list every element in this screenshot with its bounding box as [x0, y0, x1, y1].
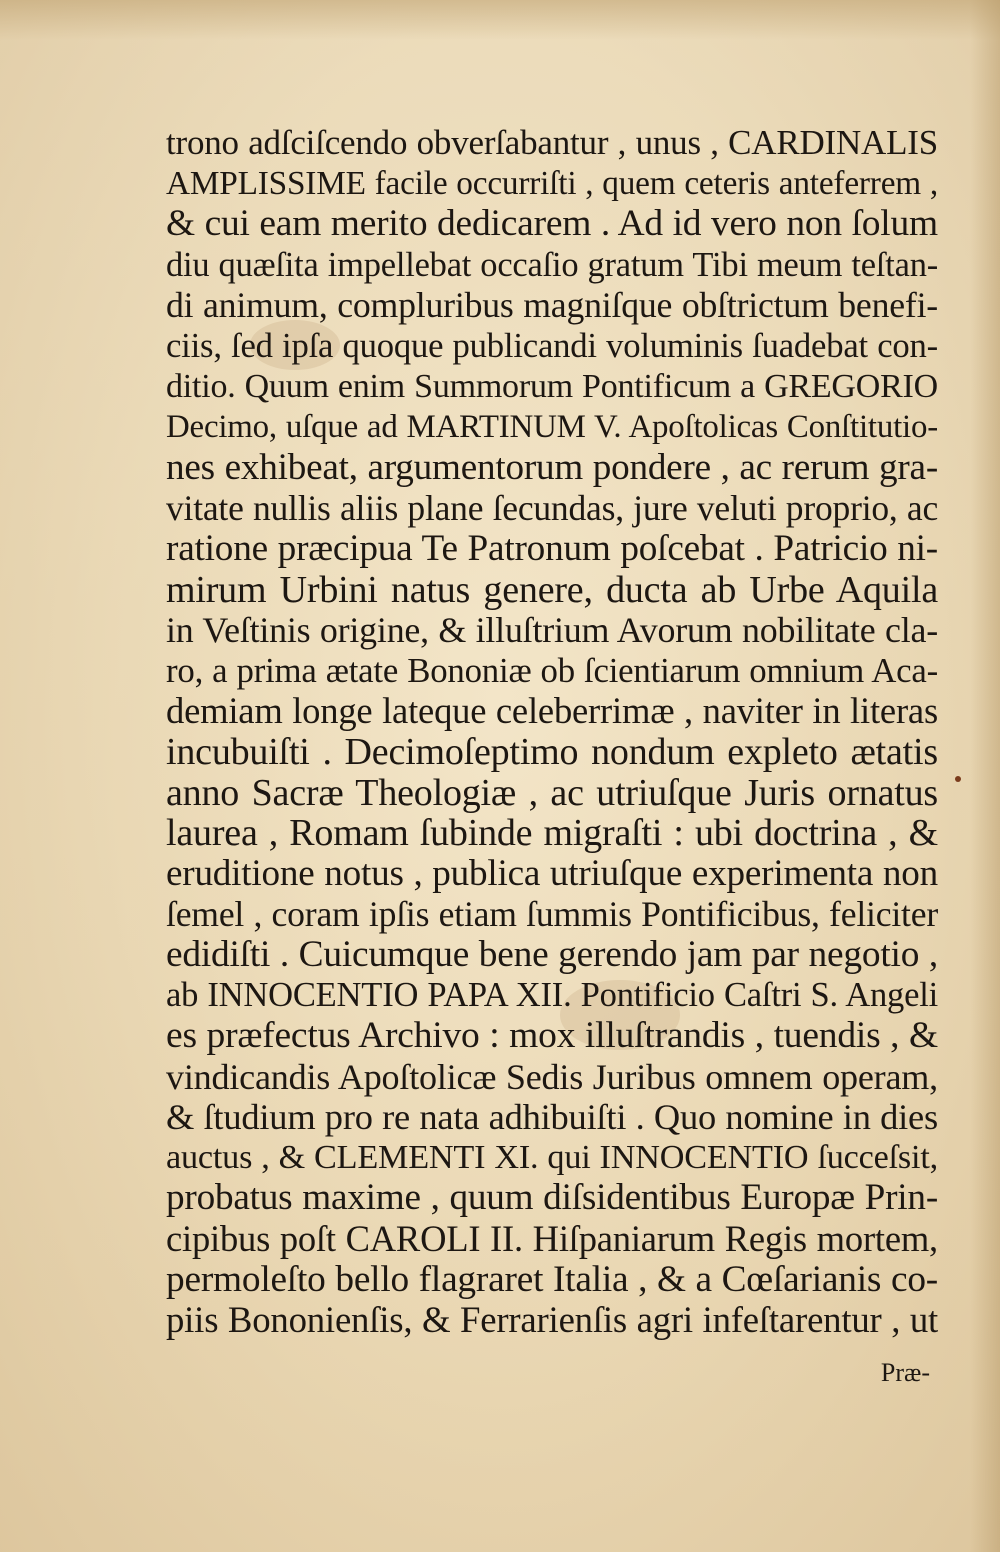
text-line: piis Bononienſis, & Ferrarienſis agri infeſtarentur , ut: [166, 1299, 938, 1341]
text-line: trono adſciſcendo obverſabantur , unus , CARDINALIS: [166, 123, 938, 162]
body-text: [166, 123, 938, 1341]
text-line: anno Sacræ Theologiæ , ac utriuſque Juris ornatus: [166, 771, 938, 814]
text-line: laurea , Romam ſubinde migraſti : ubi doctrina , &: [166, 812, 938, 855]
page-edge-shadow-top: [0, 0, 1000, 40]
text-line: demiam longe lateque celeberrimæ , naviter in literas: [166, 690, 938, 732]
text-line: & ſtudium pro re nata adhibuiſti . Quo nomine in dies: [166, 1097, 938, 1138]
text-line: in Veſtinis origine, & illuſtrium Avorum nobilitate cla-: [166, 610, 938, 651]
text-line: cipibus poſt CAROLI II. Hiſpaniarum Regis mortem,: [166, 1218, 938, 1260]
text-line: di animum, compluribus magniſque obſtrictum benefi-: [166, 285, 938, 326]
text-line: ditio. Quum enim Summorum Pontificum a GREGORIO: [166, 367, 938, 405]
text-line: eruditione notus , publica utriuſque experimenta non: [166, 852, 938, 894]
text-line: es præfectus Archivo : mox illuſtrandis , tuendis , &: [166, 1015, 938, 1057]
text-line: auctus , & CLEMENTI XI. qui INNOCENTIO ſucceſsit,: [166, 1138, 938, 1176]
text-line: AMPLISSIME facile occurriſti , quem ceteris anteferrem ,: [166, 164, 938, 202]
text-line: probatus maxime , quum diſsidentibus Europæ Prin-: [166, 1177, 938, 1219]
text-line: ſemel , coram ipſis etiam ſummis Pontificibus, feliciter: [166, 894, 938, 935]
text-line: diu quæſita impellebat occaſio gratum Tibi meum teſtan-: [166, 245, 938, 284]
text-line: permoleſto bello flagraret Italia , & a Cœſarianis co-: [166, 1258, 938, 1300]
text-line: mirum Urbini natus genere, ducta ab Urbe Aquila: [166, 568, 938, 611]
text-line: edidiſti . Cuicumque bene gerendo jam par negotio ,: [166, 933, 938, 975]
text-line: ciis, ſed ipſa quoque publicandi voluminis ſuadebat con-: [166, 326, 938, 365]
text-line: ab INNOCENTIO PAPA XII. Pontificio Caſtri S. Angeli: [166, 976, 938, 1015]
text-line: ro, a prima ætate Bononiæ ob ſcientiarum omnium Aca-: [166, 650, 938, 690]
catchword: Præ-: [880, 1358, 930, 1387]
text-line: incubuiſti . Decimoſeptimo nondum expleto ætatis: [166, 730, 938, 773]
text-line: Decimo, uſque ad MARTINUM V. Apoſtolicas Conſtitutio-: [166, 409, 938, 446]
text-line: vitate nullis aliis plane ſecundas, jure veluti proprio, ac: [166, 488, 938, 529]
text-line: & cui eam merito dedicarem . Ad id vero non ſolum: [166, 203, 938, 245]
text-line: nes exhibeat, argumentorum pondere , ac rerum gra-: [166, 446, 938, 488]
ink-speck: [955, 776, 961, 782]
text-line: ratione præcipua Te Patronum poſcebat . Patricio ni-: [166, 527, 938, 569]
page-edge-shadow-right: [970, 0, 1000, 1552]
text-line: vindicandis Apoſtolicæ Sedis Juribus omnem operam,: [166, 1056, 938, 1097]
